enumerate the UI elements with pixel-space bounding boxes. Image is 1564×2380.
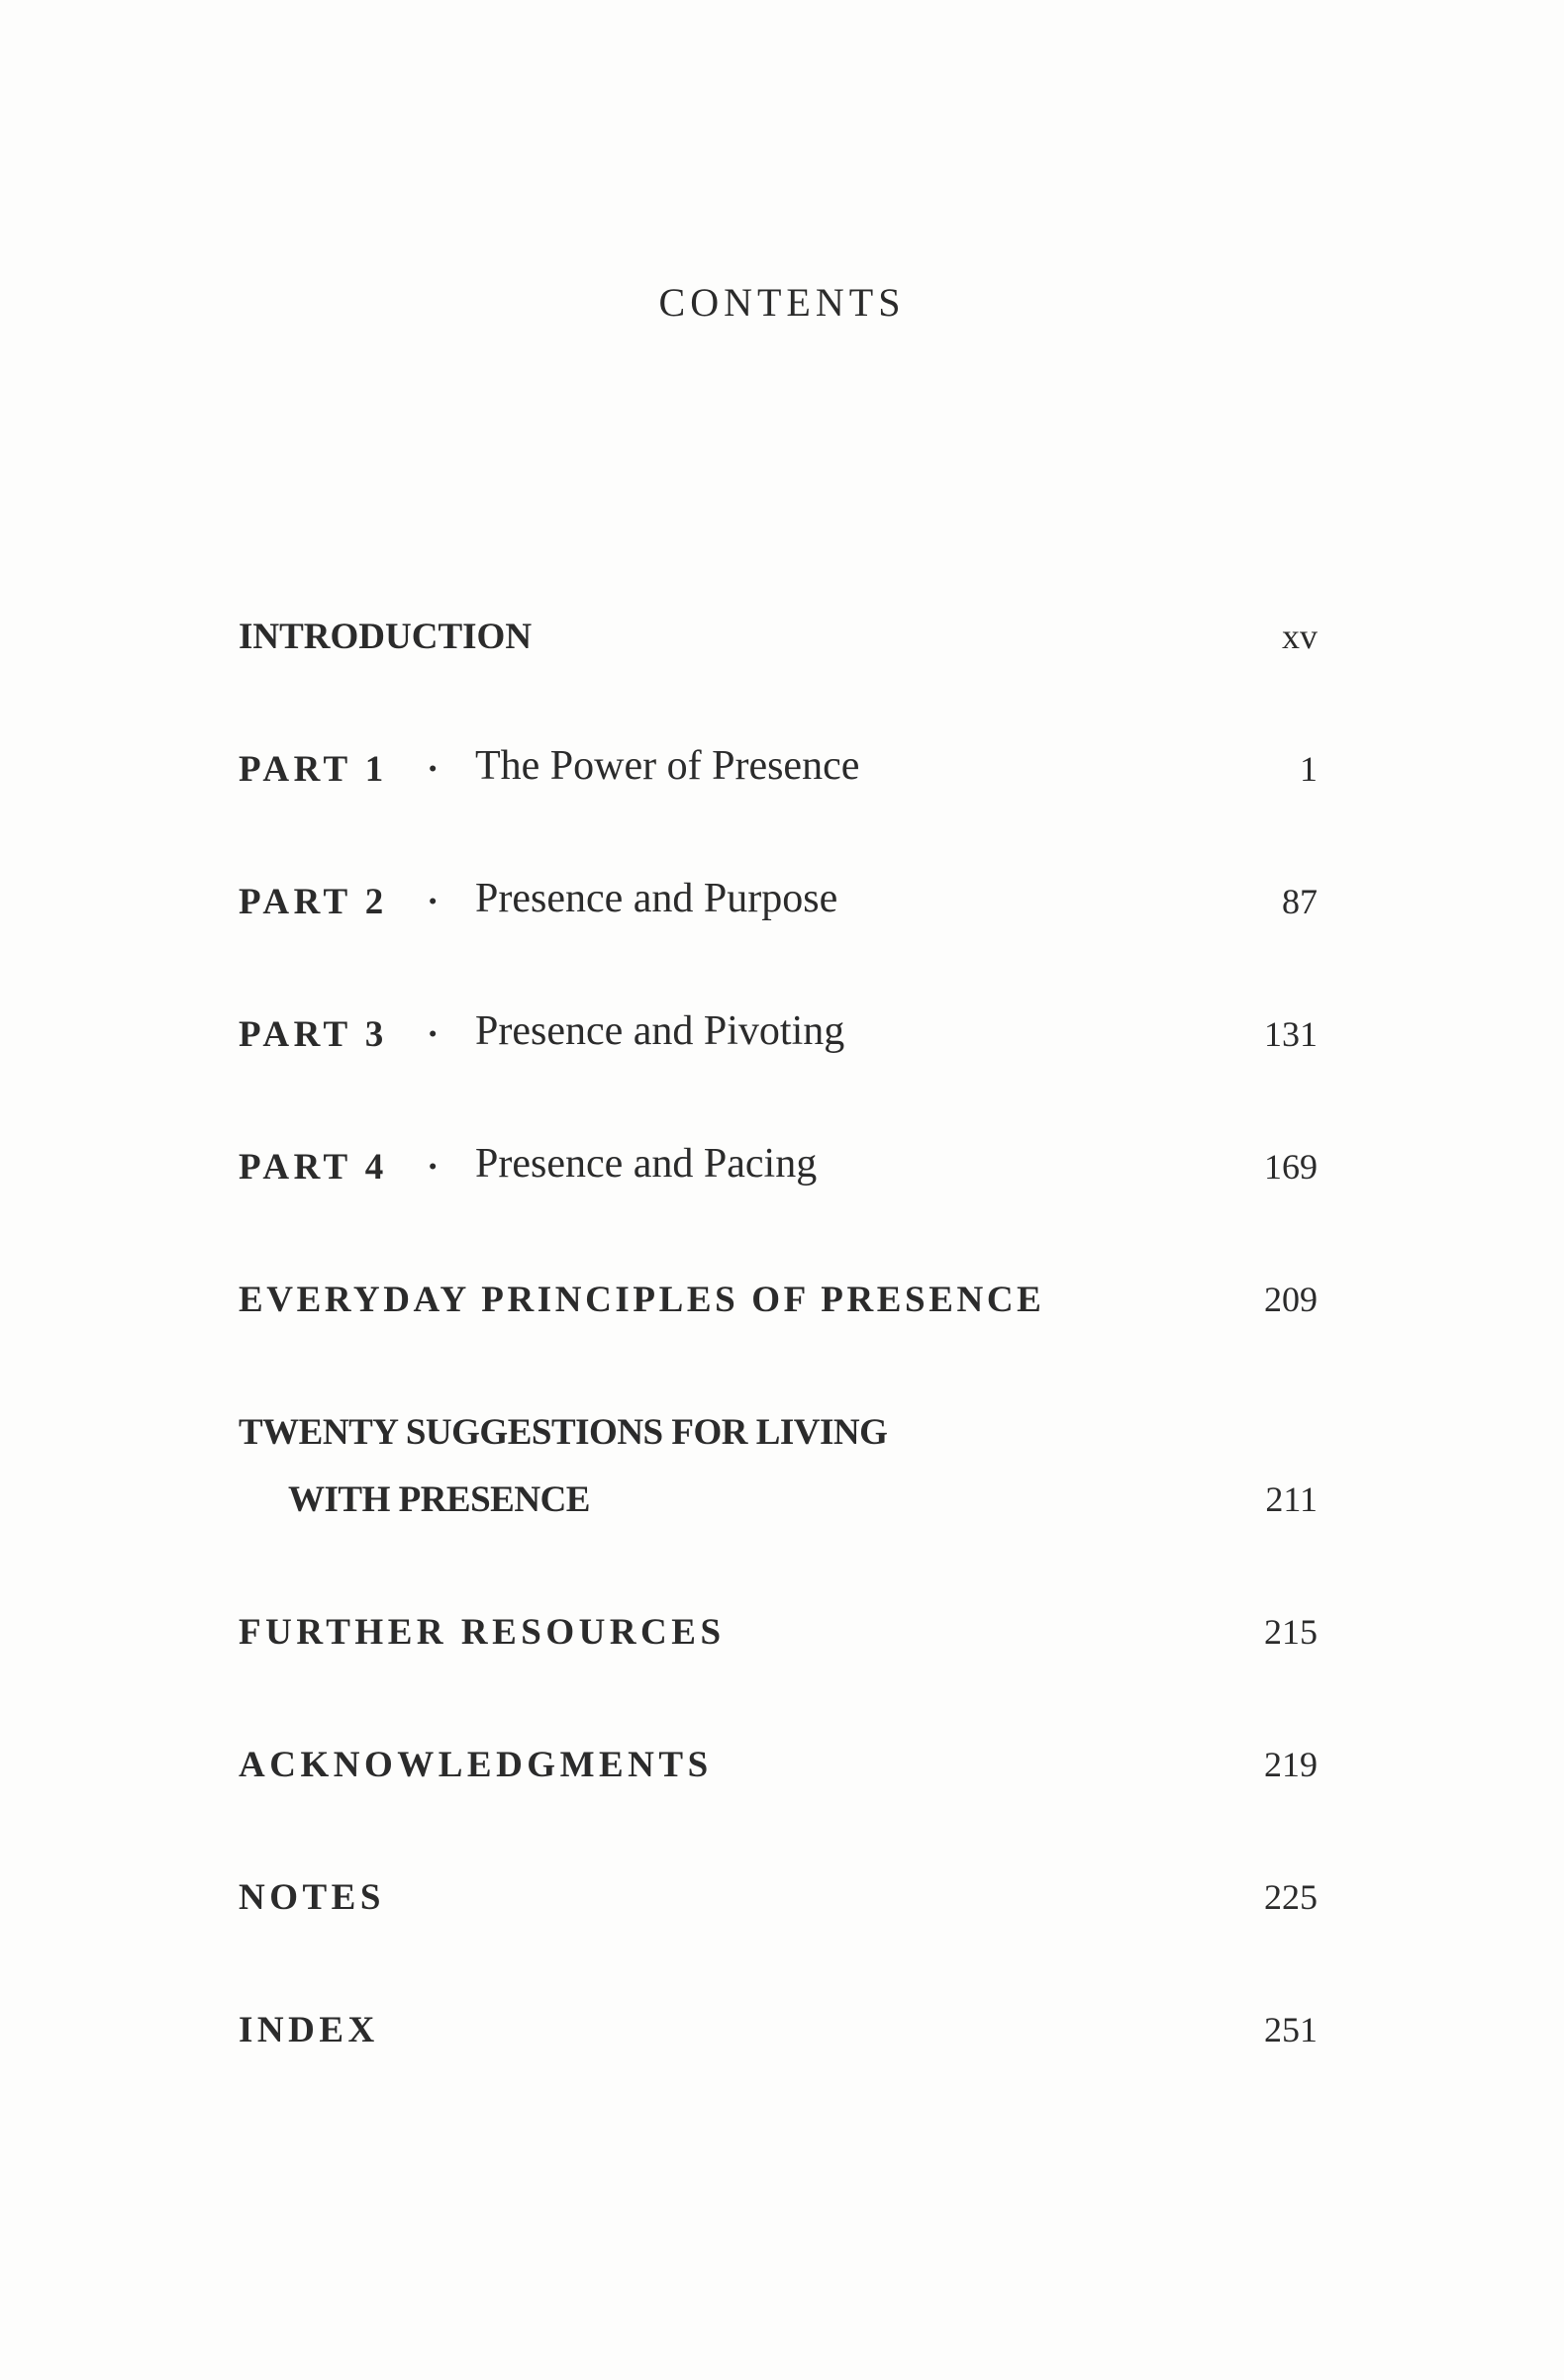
toc-page-number: 215	[1264, 1612, 1318, 1652]
toc-entry-label: PART 3	[239, 1014, 388, 1055]
toc-entry-label: PART 1	[239, 749, 388, 790]
toc-entry-label: ACKNOWLEDGMENTS	[239, 1745, 713, 1785]
separator-dot: ·	[427, 1014, 440, 1055]
toc-page-number: 1	[1300, 749, 1318, 789]
toc-page-number: xv	[1282, 617, 1318, 656]
toc-page-number: 87	[1282, 882, 1318, 921]
toc-entry-label: EVERYDAY PRINCIPLES OF PRESENCE	[239, 1280, 1045, 1320]
toc-entry-label: NOTES	[239, 1877, 385, 1918]
toc-entry-further-resources[interactable]	[239, 1611, 1318, 1670]
toc-page-number: 219	[1264, 1745, 1318, 1784]
toc-entry-part-2[interactable]	[239, 876, 1318, 940]
toc-entry-label: PART 2	[239, 882, 388, 922]
toc-entry-subtitle: Presence and Purpose	[475, 876, 838, 921]
toc-entry-label-continued: WITH PRESENCE	[288, 1479, 590, 1520]
toc-entry-subtitle: Presence and Pacing	[475, 1141, 818, 1187]
toc-entry-subtitle: The Power of Presence	[475, 743, 860, 789]
toc-entry-introduction[interactable]	[239, 616, 1318, 675]
separator-dot: ·	[427, 1147, 440, 1188]
toc-page-number: 225	[1264, 1877, 1318, 1917]
contents-heading: CONTENTS	[658, 280, 906, 325]
toc-entry-acknowledgments[interactable]	[239, 1744, 1318, 1803]
toc-entry-notes[interactable]	[239, 1876, 1318, 1936]
toc-entry-label: PART 4	[239, 1147, 388, 1188]
toc-entry-part-1[interactable]	[239, 743, 1318, 808]
separator-dot: ·	[427, 749, 440, 790]
toc-entry-label: TWENTY SUGGESTIONS FOR LIVING	[239, 1412, 888, 1453]
toc-entry-label: INDEX	[239, 2010, 379, 2050]
toc-entry-part-4[interactable]	[239, 1141, 1318, 1205]
toc-entry-part-3[interactable]	[239, 1008, 1318, 1073]
toc-entry-subtitle: Presence and Pivoting	[475, 1008, 845, 1054]
toc-entry-label: FURTHER RESOURCES	[239, 1612, 726, 1653]
toc-page-number: 209	[1264, 1280, 1318, 1319]
separator-dot: ·	[427, 882, 440, 922]
toc-entry-twenty-suggestions[interactable]	[239, 1411, 1318, 1540]
toc-page-number: 251	[1264, 2010, 1318, 2049]
toc-page-number: 211	[1265, 1479, 1318, 1519]
toc-page-number: 169	[1264, 1147, 1318, 1187]
toc-entry-label: INTRODUCTION	[239, 617, 533, 657]
toc-entry-index[interactable]	[239, 2009, 1318, 2068]
toc-entry-everyday-principles[interactable]	[239, 1279, 1318, 1338]
toc-page-number: 131	[1264, 1014, 1318, 1054]
